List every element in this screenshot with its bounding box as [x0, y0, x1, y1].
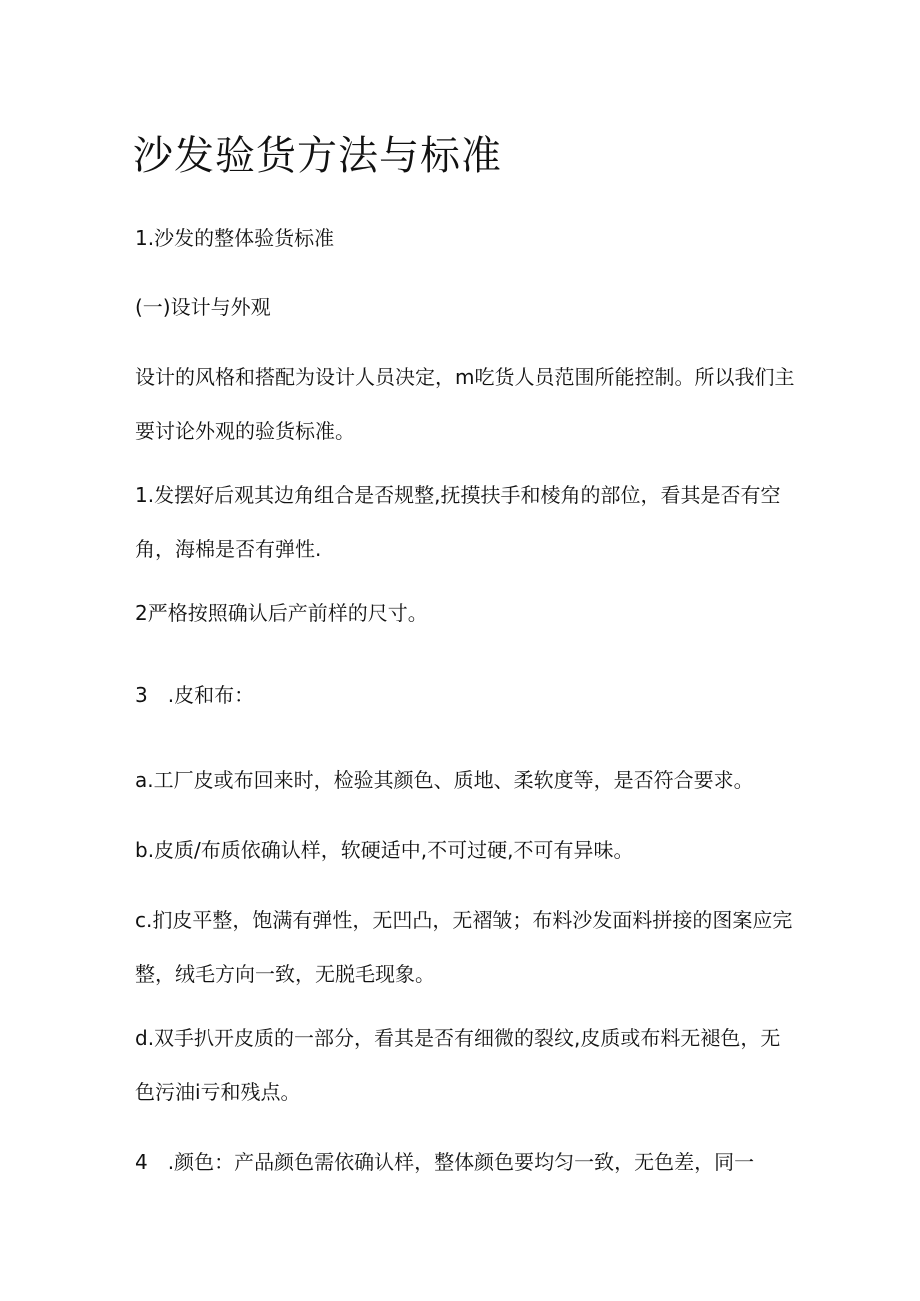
paragraph-item-1: 1.发摆好后观其边角组合是否规整,抚摸扶手和棱角的部位，看其是否有空角，海棉是否有弹性.: [135, 483, 781, 561]
paragraph-item-d: d.双手扒开皮质的一部分，看其是否有细微的裂纹,皮质或布料无褪色，无色污油i亏和残点。: [135, 1026, 781, 1104]
document-title: 沙发验货方法与标准: [133, 133, 502, 179]
section-heading: 1.沙发的整体验货标准: [135, 226, 335, 250]
paragraph-item-3: 3 .皮和布：: [135, 683, 255, 707]
paragraph-item-b: b.皮质/布质依确认样，软硬适中,不可过硬,不可有异味。: [135, 838, 634, 862]
paragraph-item-a: a.工厂皮或布回来时，检验其颜色、质地、柔软度等，是否符合要求。: [135, 768, 754, 792]
paragraph-item-c: c.扪皮平整，饱满有弹性，无凹凸，无褶皱；布料沙发面料拼接的图案应完整，绒毛方向一致，无脱毛现象。: [135, 908, 793, 986]
paragraph-item-4: 4 .颜色：产品颜色需依确认样，整体颜色要均匀一致，无色差，同一: [135, 1150, 755, 1174]
paragraph-intro: 设计的风格和搭配为设计人员决定，m吃货人员范围所能控制。所以我们主要讨论外观的验货标准。: [135, 365, 795, 443]
subsection-heading: (一)设计与外观: [135, 295, 271, 319]
paragraph-item-2: 2严格按照确认后产前样的尺寸。: [135, 601, 428, 625]
